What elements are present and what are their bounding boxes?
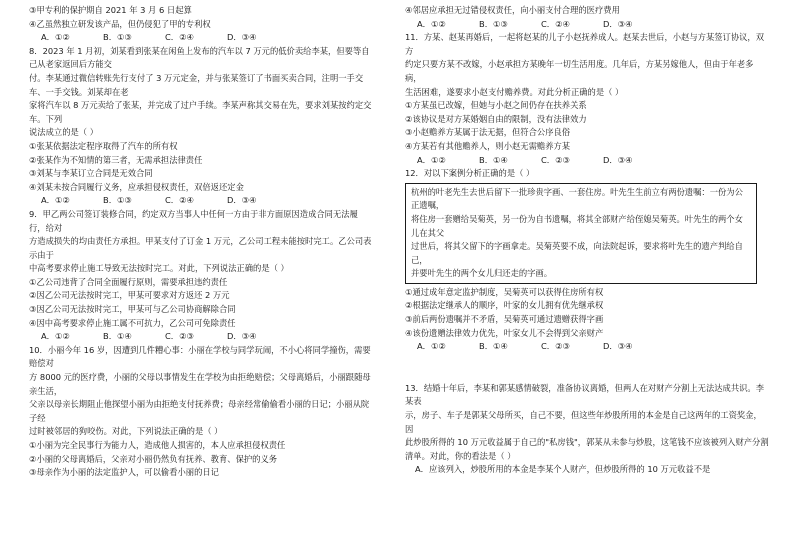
case-material-box bbox=[405, 183, 757, 284]
question-13-line: 此炒股所得的 10 万元收益属于自己的"私房钱"，郭某从未参与炒股，这笔钱不应该被列入财产分割 bbox=[405, 437, 769, 448]
q8-statement-4: ④刘某未按合同履行义务，应承担侵权责任，双倍返还定金 bbox=[29, 181, 244, 192]
option-a[interactable]: A．①② bbox=[41, 195, 70, 206]
option-a[interactable]: A．①② bbox=[417, 341, 446, 352]
option-b[interactable]: B．①④ bbox=[103, 331, 132, 342]
answer-options bbox=[29, 31, 374, 45]
option-c[interactable]: C．②③ bbox=[541, 154, 570, 165]
q9-statement-3: ③因乙公司无法按时完工，甲某可与乙公司协商解除合同 bbox=[29, 304, 236, 315]
q12-statement-2: ②根据法定继承人的顺序，叶家的女儿拥有优先继承权 bbox=[405, 300, 604, 311]
option-a[interactable]: A．①② bbox=[417, 18, 446, 29]
option-c[interactable]: C．②④ bbox=[165, 32, 194, 43]
q11-answer-options bbox=[405, 154, 770, 168]
question-10-line: 父亲以母亲长期阻止他探望小丽为由拒绝支付抚养费；母亲经常偷偷看小丽的日记；小丽从院子经 bbox=[29, 399, 370, 423]
question-10-line: 方 8000 元的医疗费，小丽的父母以事情发生在学校为由拒绝赔偿；父母离婚后，小丽跟随母亲生活， bbox=[29, 372, 371, 396]
q8-statement-3: ③刘某与李某订立合同是无效合同 bbox=[29, 168, 153, 179]
question-9-line: 中高考要求停止施工导致无法按时完工。对此，下列说法正确的是（ ） bbox=[29, 263, 289, 274]
case-line: 杭州的叶老先生去世后留下一批珍贵字画、一套住房。叶先生生前立有两份遗嘱：一份为公正遗嘱， bbox=[411, 186, 743, 211]
case-line: 过世后，将其父留下的字画拿走。吴菊英要不成，向法院起诉，要求将叶先生的遗产判给自己， bbox=[411, 241, 743, 265]
q11-statement-4: ④方某若有其他赡养人，则小赵无需赡养方某 bbox=[405, 140, 571, 151]
question-9-line: 9．甲乙两公司签订装修合同，约定双方当事人中任何一方由于非方面原因造成合同无法履行，给对 bbox=[29, 208, 358, 233]
right-column bbox=[405, 4, 770, 477]
case-line: 将住房一套赠给吴菊英，另一份为自书遗嘱，将其全部财产给侄媳吴菊英。叶先生的两个女儿在其父 bbox=[411, 213, 743, 238]
q9-statement-2: ②因乙公司无法按时完工，甲某可要求对方返还 2 万元 bbox=[29, 290, 230, 301]
question-13-line: 示，房子、车子是郭某父母所买，自己不要，但这些年炒股所用的本金是自己这两年的工资奖金，因 bbox=[405, 410, 762, 434]
question-11-line: 生活困难，遂要求小赵支付赡养费。对此分析正确的是（ ） bbox=[405, 86, 624, 97]
option-d[interactable]: D．③④ bbox=[227, 195, 257, 206]
option-c[interactable]: C．②④ bbox=[541, 18, 570, 29]
q11-statement-1: ①方某虽已改嫁，但她与小赵之间仍存在扶养关系 bbox=[405, 100, 587, 111]
statement-3: ③甲专利的保护期自 2021 年 3 月 6 日起算 bbox=[29, 5, 192, 15]
question-9-line: 方造成损失的均由责任方承担。甲某支付了订金 1 万元，乙公司工程未能按时完工。乙公司表示由于 bbox=[29, 236, 372, 260]
q10-statement-2: ②小丽的父母离婚后，父亲对小丽仍然负有抚养、教育、保护的义务 bbox=[29, 453, 278, 464]
question-11-line: 11．方某、赵某再婚后，一起将赵某的儿子小赵抚养成人。赵某去世后，小赵与方某签订协议，双方 bbox=[405, 32, 765, 56]
option-a[interactable]: A．①② bbox=[41, 32, 70, 43]
option-b[interactable]: B．①③ bbox=[103, 195, 132, 206]
question-12-stem: 12．对以下案例分析正确的是（ ） bbox=[405, 168, 535, 179]
option-d[interactable]: D．③④ bbox=[227, 331, 257, 342]
option-b[interactable]: B．①④ bbox=[479, 154, 508, 165]
left-column bbox=[29, 4, 374, 480]
q12-statement-1: ①通过成年意定监护制度，吴菊英可以获得住房所有权 bbox=[405, 286, 604, 297]
option-d[interactable]: D．③④ bbox=[603, 18, 633, 29]
question-10-line: 过时被邻居的狗咬伤。对此，下列说法正确的是（ ） bbox=[29, 426, 223, 437]
question-10-line: 10．小丽今年 16 岁，因遭到几件糟心事：小丽在学校与同学玩闹，不小心将同学撞伤，需要赔偿对 bbox=[29, 344, 371, 369]
q9-statement-1: ①乙公司违背了合同全面履行原则，需要承担违约责任 bbox=[29, 276, 228, 287]
statement-4: ④乙虽然独立研发该产品，但仍侵犯了甲的专利权 bbox=[29, 18, 211, 29]
question-13-line: 清单。对此，你的看法是（ ） bbox=[405, 450, 516, 461]
case-line: 并要叶先生的两个女儿归还走的字画。 bbox=[411, 268, 553, 279]
spacer bbox=[405, 354, 770, 382]
question-8-line: 家将汽车以 8 万元卖给了张某，并完成了过户手续。李某声称其交易在先，要求刘某按约定交车。下列 bbox=[29, 100, 372, 124]
option-d[interactable]: D．③④ bbox=[603, 154, 633, 165]
q10-statement-1: ①小丽为完全民事行为能力人，造成他人损害的，本人应承担侵权责任 bbox=[29, 440, 286, 450]
q8-statement-1: ①张某依据法定程序取得了汽车的所有权 bbox=[29, 140, 178, 151]
question-8-line: 说法成立的是（ ） bbox=[29, 127, 99, 138]
q13-option-a[interactable]: A．应该列入，炒股所用的本金是李某个人财产，但炒股所得的 10 万元收益不是 bbox=[415, 464, 711, 475]
question-13-line: 13．结婚十年后，李某和郭某感情破裂，准备协议离婚，但两人在对财产分割上无法达成共识。李某表 bbox=[405, 382, 765, 407]
option-a[interactable]: A．①② bbox=[417, 154, 446, 165]
option-c[interactable]: C．②④ bbox=[165, 195, 194, 206]
option-b[interactable]: B．①④ bbox=[479, 341, 508, 352]
q10-statement-3: ③母亲作为小丽的法定监护人，可以偷看小丽的日记 bbox=[29, 467, 219, 478]
option-d[interactable]: D．③④ bbox=[227, 32, 257, 43]
q12-statement-3: ③前后两份遗嘱并不矛盾，吴菊英可通过遗赠获得字画 bbox=[405, 314, 604, 325]
option-c[interactable]: C．②③ bbox=[165, 331, 194, 342]
q12-statement-4: ④该份遗赠法律效力优先，叶家女儿不会得到父亲财产 bbox=[405, 327, 604, 338]
question-8-line: 付。李某通过微信转账先行支付了 3 万元定金，并与张某签订了书面买卖合同，注明一手交车、一手交钱。刘某却在老 bbox=[29, 72, 364, 97]
q11-statement-3: ③小赵赡养方某属于法无据，但符合公序良俗 bbox=[405, 127, 571, 138]
question-11-line: 约定只要方某不改嫁，小赵承担方某晚年一切生活用度。几年后，方某另嫁他人，但由于年老多病， bbox=[405, 59, 754, 83]
question-8-line: 8．2023 年 1 月初，刘某看到张某在闲鱼上发布的汽车以 7 万元的低价卖给李某，但要等自己从老家返回后方能交 bbox=[29, 45, 370, 70]
q10-answer-options bbox=[405, 18, 770, 32]
option-a[interactable]: A．①② bbox=[41, 331, 70, 342]
q11-statement-2: ②该协议是对方某婚姻自由的限制，没有法律效力 bbox=[405, 113, 587, 124]
option-b[interactable]: B．①③ bbox=[103, 32, 132, 43]
q8-statement-2: ②张某作为不知情的第三者，无需承担法律责任 bbox=[29, 154, 203, 165]
option-d[interactable]: D．③④ bbox=[603, 341, 633, 352]
q9-statement-4: ④因中高考要求停止施工属不可抗力，乙公司可免除责任 bbox=[29, 317, 236, 328]
option-b[interactable]: B．①③ bbox=[479, 18, 508, 29]
q9-answer-options bbox=[29, 330, 374, 344]
q10-statement-4: ④邻居应承担无过错侵权责任，向小丽支付合理的医疗费用 bbox=[405, 5, 620, 15]
q8-answer-options bbox=[29, 194, 374, 208]
option-c[interactable]: C．②③ bbox=[541, 341, 570, 352]
q12-answer-options bbox=[405, 340, 770, 354]
